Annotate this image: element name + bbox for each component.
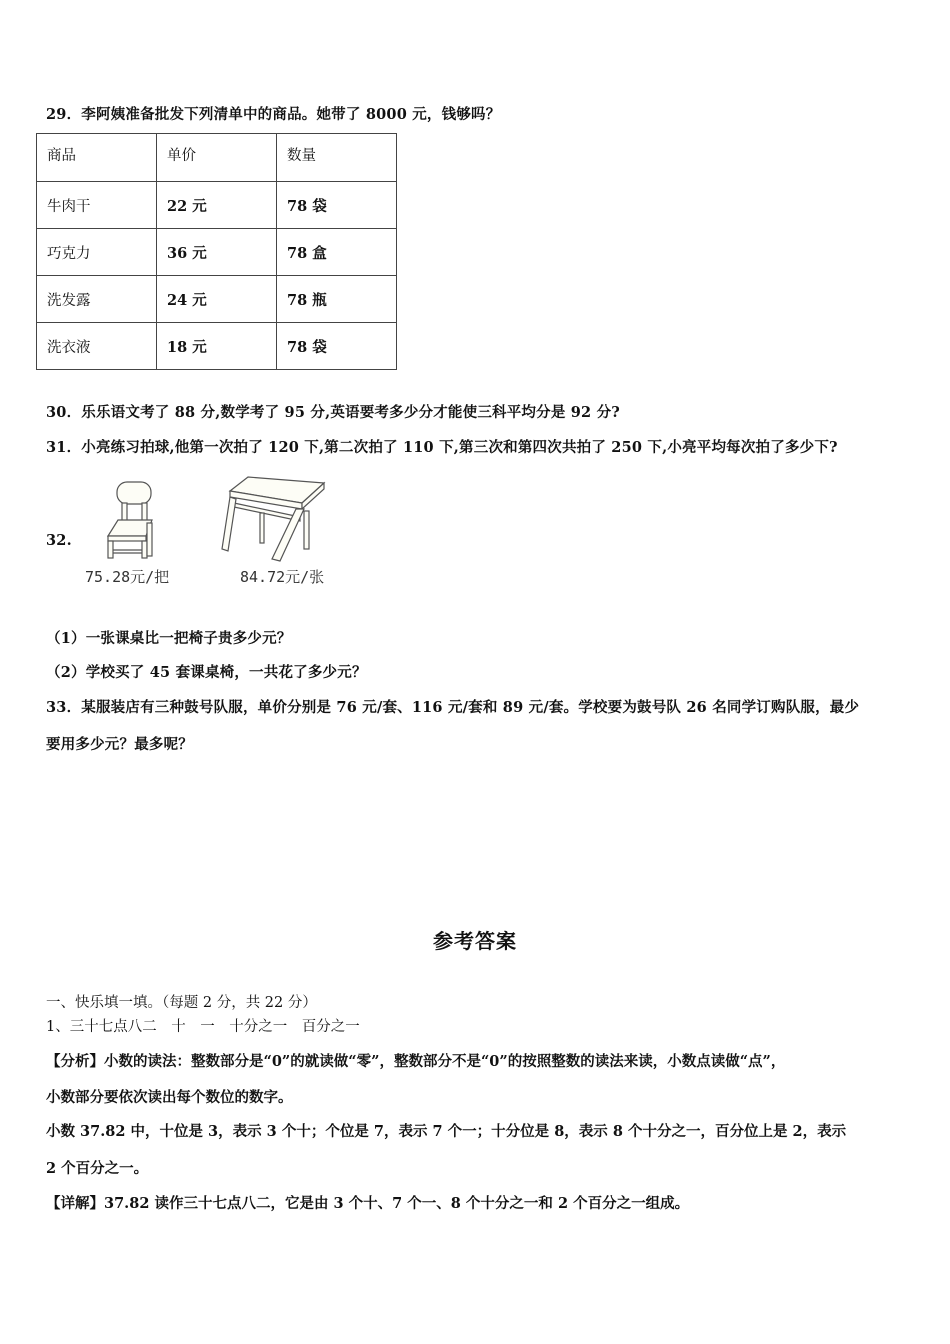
cell-goods: 洗衣液	[37, 323, 157, 370]
desk-illustration	[220, 473, 330, 565]
analysis-line-3: 小数 37.82 中，十位是 3，表示 3 个十；个位是 7，表示 7 个一；十分位是 8，表示 8 个十分之一，百分位上是 2，表示	[46, 1123, 847, 1140]
answers-title: 参考答案	[433, 929, 517, 953]
table-row	[37, 276, 397, 323]
cell-quantity: 78 袋	[277, 323, 397, 370]
cell-goods: 巧克力	[37, 229, 157, 276]
table-row	[37, 229, 397, 276]
question-33-line1: 33．某服装店有三种鼓号队服，单价分别是 76 元/套、116 元/套和 89 元/套。学校要为鼓号队 26 名同学订购队服，最少	[46, 699, 860, 716]
desk-price: 84.72元/张	[240, 568, 325, 586]
analysis-line-2: 小数部分要依次读出每个数位的数字。	[46, 1089, 293, 1106]
goods-table	[36, 133, 397, 370]
question-32-sub1: （1）一张课桌比一把椅子贵多少元？	[46, 630, 292, 647]
chair-price: 75.28元/把	[85, 568, 170, 586]
detail-line: 【详解】37.82 读作三十七点八二，它是由 3 个十、7 个一、8 个十分之一和 2 个百分之一组成。	[46, 1195, 690, 1212]
cell-quantity: 78 袋	[277, 182, 397, 229]
question-30-text: 30．乐乐语文考了 88 分,数学考了 95 分,英语要考多少分才能使三科平均分是 92 分?	[46, 404, 620, 421]
question-33-line2: 要用多少元？最多呢？	[46, 736, 193, 753]
table-row	[37, 182, 397, 229]
table-header-row	[37, 134, 397, 182]
header-goods: 商品	[37, 134, 157, 182]
question-32-sub2: （2）学校买了 45 套课桌椅，一共花了多少元？	[46, 664, 367, 681]
header-quantity: 数量	[277, 134, 397, 182]
cell-price: 22 元	[157, 182, 277, 229]
question-32-number: 32.	[46, 532, 72, 549]
cell-price: 18 元	[157, 323, 277, 370]
table-row	[37, 323, 397, 370]
cell-goods: 洗发露	[37, 276, 157, 323]
cell-price: 24 元	[157, 276, 277, 323]
analysis-line-4: 2 个百分之一。	[46, 1160, 149, 1177]
cell-quantity: 78 盒	[277, 229, 397, 276]
cell-quantity: 78 瓶	[277, 276, 397, 323]
section-1-heading: 一、快乐填一填。（每题 2 分，共 22 分）	[46, 995, 317, 1011]
analysis-line-1: 【分析】小数的读法：整数部分是“0”的就读做“零”，整数部分不是“0”的按照整数的读法来读，小数点读做“点”，	[46, 1053, 786, 1070]
question-29-text: 29．李阿姨准备批发下列清单中的商品。她带了 8000 元，钱够吗？	[46, 106, 501, 123]
answer-1: 1、三十七点八二 十 一 十分之一 百分之一	[46, 1019, 360, 1035]
cell-price: 36 元	[157, 229, 277, 276]
question-31-text: 31．小亮练习拍球,他第一次拍了 120 下,第二次拍了 110 下,第三次和第四次共拍了 250 下,小亮平均每次拍了多少下?	[46, 439, 838, 456]
header-unit-price: 单价	[157, 134, 277, 182]
cell-goods: 牛肉干	[37, 182, 157, 229]
chair-illustration	[100, 478, 165, 560]
